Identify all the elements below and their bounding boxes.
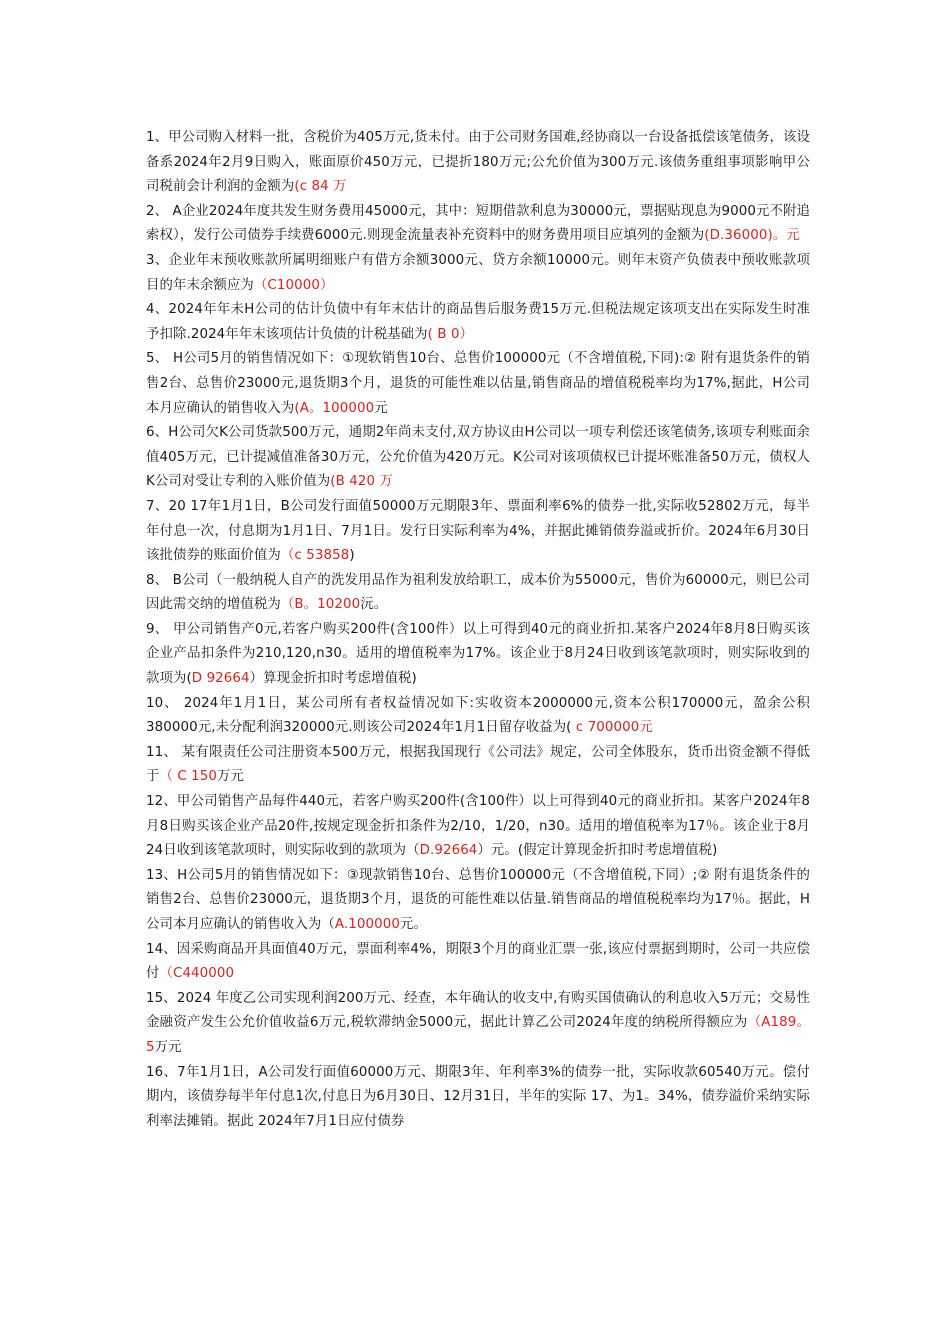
question-text: 10、 2024年1月1日，某公司所有者权益情况如下:实收资本2000000元,资本公积170000元，盈余公积380000元,未分配利润320000元.则该公司2024年1月1日留存收益为(	[146, 695, 810, 736]
answer-text: ( B 0）	[427, 326, 474, 342]
question-7	[146, 495, 810, 569]
answer-text: (A。100000	[294, 400, 375, 416]
question-text: 16、7年1月1日，A公司发行面值60000万元、期限3年、年利率3%的债券一批，实际收款60540万元。偿付期内，该债券每半年付息1次,付息日为6月30日、12月31日，半年的实际 17、为1。34%，债券溢价采纳实际利率法摊销。据此 2024年7月1日应付债券	[146, 1064, 810, 1129]
question-text-tail: 沅。	[360, 597, 388, 613]
question-text-tail: 万元	[154, 1039, 182, 1055]
answer-text: D.92664	[419, 843, 478, 859]
answer-text: A.100000	[334, 917, 400, 932]
question-text: 13、H公司5月的销售情况如下：③现款销售10台、总售价100000元（不含增值税,下同）;② 附有退货条件的销售2台、总售价23000元，退货期3个月，退货的可能性难以估量.销售商品的增值税税率均为17％。据此，H公司本月应确认的销售收入为（	[146, 867, 810, 932]
question-16	[146, 1061, 810, 1135]
question-12	[146, 790, 810, 864]
answer-text: D 92664	[191, 671, 250, 687]
question-14	[146, 938, 810, 987]
question-text: 3、企业年末预收账款所属明细账户有借方余额3000元、贷方余额10000元。则年末资产负债表中预收账款项目的年末余额应为	[146, 252, 810, 293]
question-6	[146, 421, 810, 495]
question-text: 6、H公司欠K公司货款500万元，通期2年尚未支付,双方协议由H公司以一项专利偿还该笔债务,该项专利账面余值405万元，已计提减值准备30万元，公允价值为420万元。K公司对该项债权已计提坏账准备50万元，债权人K公司对受让专利的入账价值为	[146, 425, 810, 490]
answer-text: （c 53858	[280, 548, 350, 564]
question-2	[146, 200, 810, 249]
question-5	[146, 347, 810, 421]
question-text-tail: 元。	[399, 917, 427, 932]
answer-text: (D.36000)。元	[704, 228, 800, 244]
question-text-tail: )	[349, 548, 355, 564]
question-4	[146, 298, 810, 347]
answer-text: c 700000元	[571, 720, 653, 736]
question-text: 14、因采购商品开具面值40万元，票面利率4%，期限3个月的商业汇票一张,该应付票据到期时，公司一共应偿付	[146, 941, 810, 982]
question-text-tail: 万元	[217, 769, 244, 785]
answer-text: （B。10200	[280, 597, 361, 613]
answer-text: （C440000	[159, 966, 235, 982]
question-text: 7、20 17年1月1日，B公司发行面值50000万元期限3年、票面利率6%的债券一批,实际收52802万元，每半年付息一次，付息期为1月1日、7月1日。发行日实际利率为4%，并据此摊销债券溢或折价。2024年6月30日该批债券的账面价值为	[146, 498, 810, 564]
question-list	[146, 126, 810, 1134]
answer-text: （ C 150	[159, 769, 218, 785]
question-11	[146, 741, 810, 790]
question-text: 4、2024年年未H公司的估计负债中有年末估计的商品售后服务费15万元.但税法规定该项支出在实际发生时准予扣除.2024年年末该项估计负债的计税基础为	[146, 302, 810, 342]
question-8	[146, 569, 810, 618]
question-text: 8、 B公司（一般纳税人自产的洗发用品作为祖利发放给职工，成本价为55000元，售价为60000元，则巳公司因此需交纳的增值税为	[146, 572, 810, 613]
answer-text: （A189。5	[146, 1015, 810, 1055]
answer-text: (B 420 万	[330, 474, 393, 490]
question-text-tail: 元	[374, 400, 388, 416]
question-1	[146, 126, 810, 200]
question-text: 12、甲公司销售产品每件440元，若客户购买200件(含100件）以上可得到40元的商业折扣。某客户2024年8月8日购买该企业产品20件,按规定现金折扣条件为2/10，1/20，n30。适用的增值税率为17％。该企业于8月24日收到该笔款项时，则实际收到的款项为（	[146, 794, 810, 859]
question-text: 1、甲公司购入材料一批，含税价为405万元,货未付。由于公司财务国难,经协商以一台设备抵偿该笔债务，该设备系2024年2月9日购入，账面原价450万元，已提折180万元;公允价值为300万元.该债务重组事项影响甲公司税前会计利润的金额为	[146, 130, 810, 195]
question-text: 2、 A企业2024年度共发生财务费用45000元，其中：短期借款利息为30000元，票据贴现息为9000元不附追索权），发行公司债券手续费6000元.则现金流量表补充资料中的财务费用项目应填列的金额为	[146, 203, 810, 244]
answer-text: （C10000）	[253, 277, 334, 293]
question-text-tail: ）算现金折扣时考虑增值税)	[249, 671, 417, 687]
question-text: 5、 H公司5月的销售情况如下：①现软销售10台、总售价100000元（不含增值税,下同):② 附有退货条件的销售2台、总售价23000元,退货期3个月，退货的可能性难以估量,销售商品的增值税税率均为17%,据此，H公司本月应确认的销售收入为	[146, 351, 810, 416]
question-text: 11、 某有限责任公司注册资本500万元，根据我国现行《公司法》规定，公司全体股东，货币出资金额不得低于	[146, 744, 810, 785]
answer-text: (c 84 万	[294, 179, 347, 195]
question-10	[146, 692, 810, 741]
question-9	[146, 618, 810, 692]
question-13	[146, 864, 810, 938]
question-text-tail: ）元。(假定计算现金折扣时考虑增值税)	[477, 843, 718, 859]
question-text: 15、2024 年度乙公司实现利润200万元、经查，本年确认的收支中,有购买国债确认的利息收入5万元；交易性金融资产发生公允价值收益6万元,税软滞纳金5000元，据此计算乙公司2024年度的纳税所得额应为	[146, 990, 810, 1031]
question-15	[146, 987, 810, 1061]
question-text: 9、 甲公司销售产0元,若客户购买200件(含100件）以上可得到40元的商业折扣.某客户2024年8月8日购买该企业产品扣条件为210,120,n30。适用的增值税率为17%。该企业于8月24日收到该笔款项时，则实际收到的款项为(	[146, 621, 810, 687]
question-3	[146, 249, 810, 298]
